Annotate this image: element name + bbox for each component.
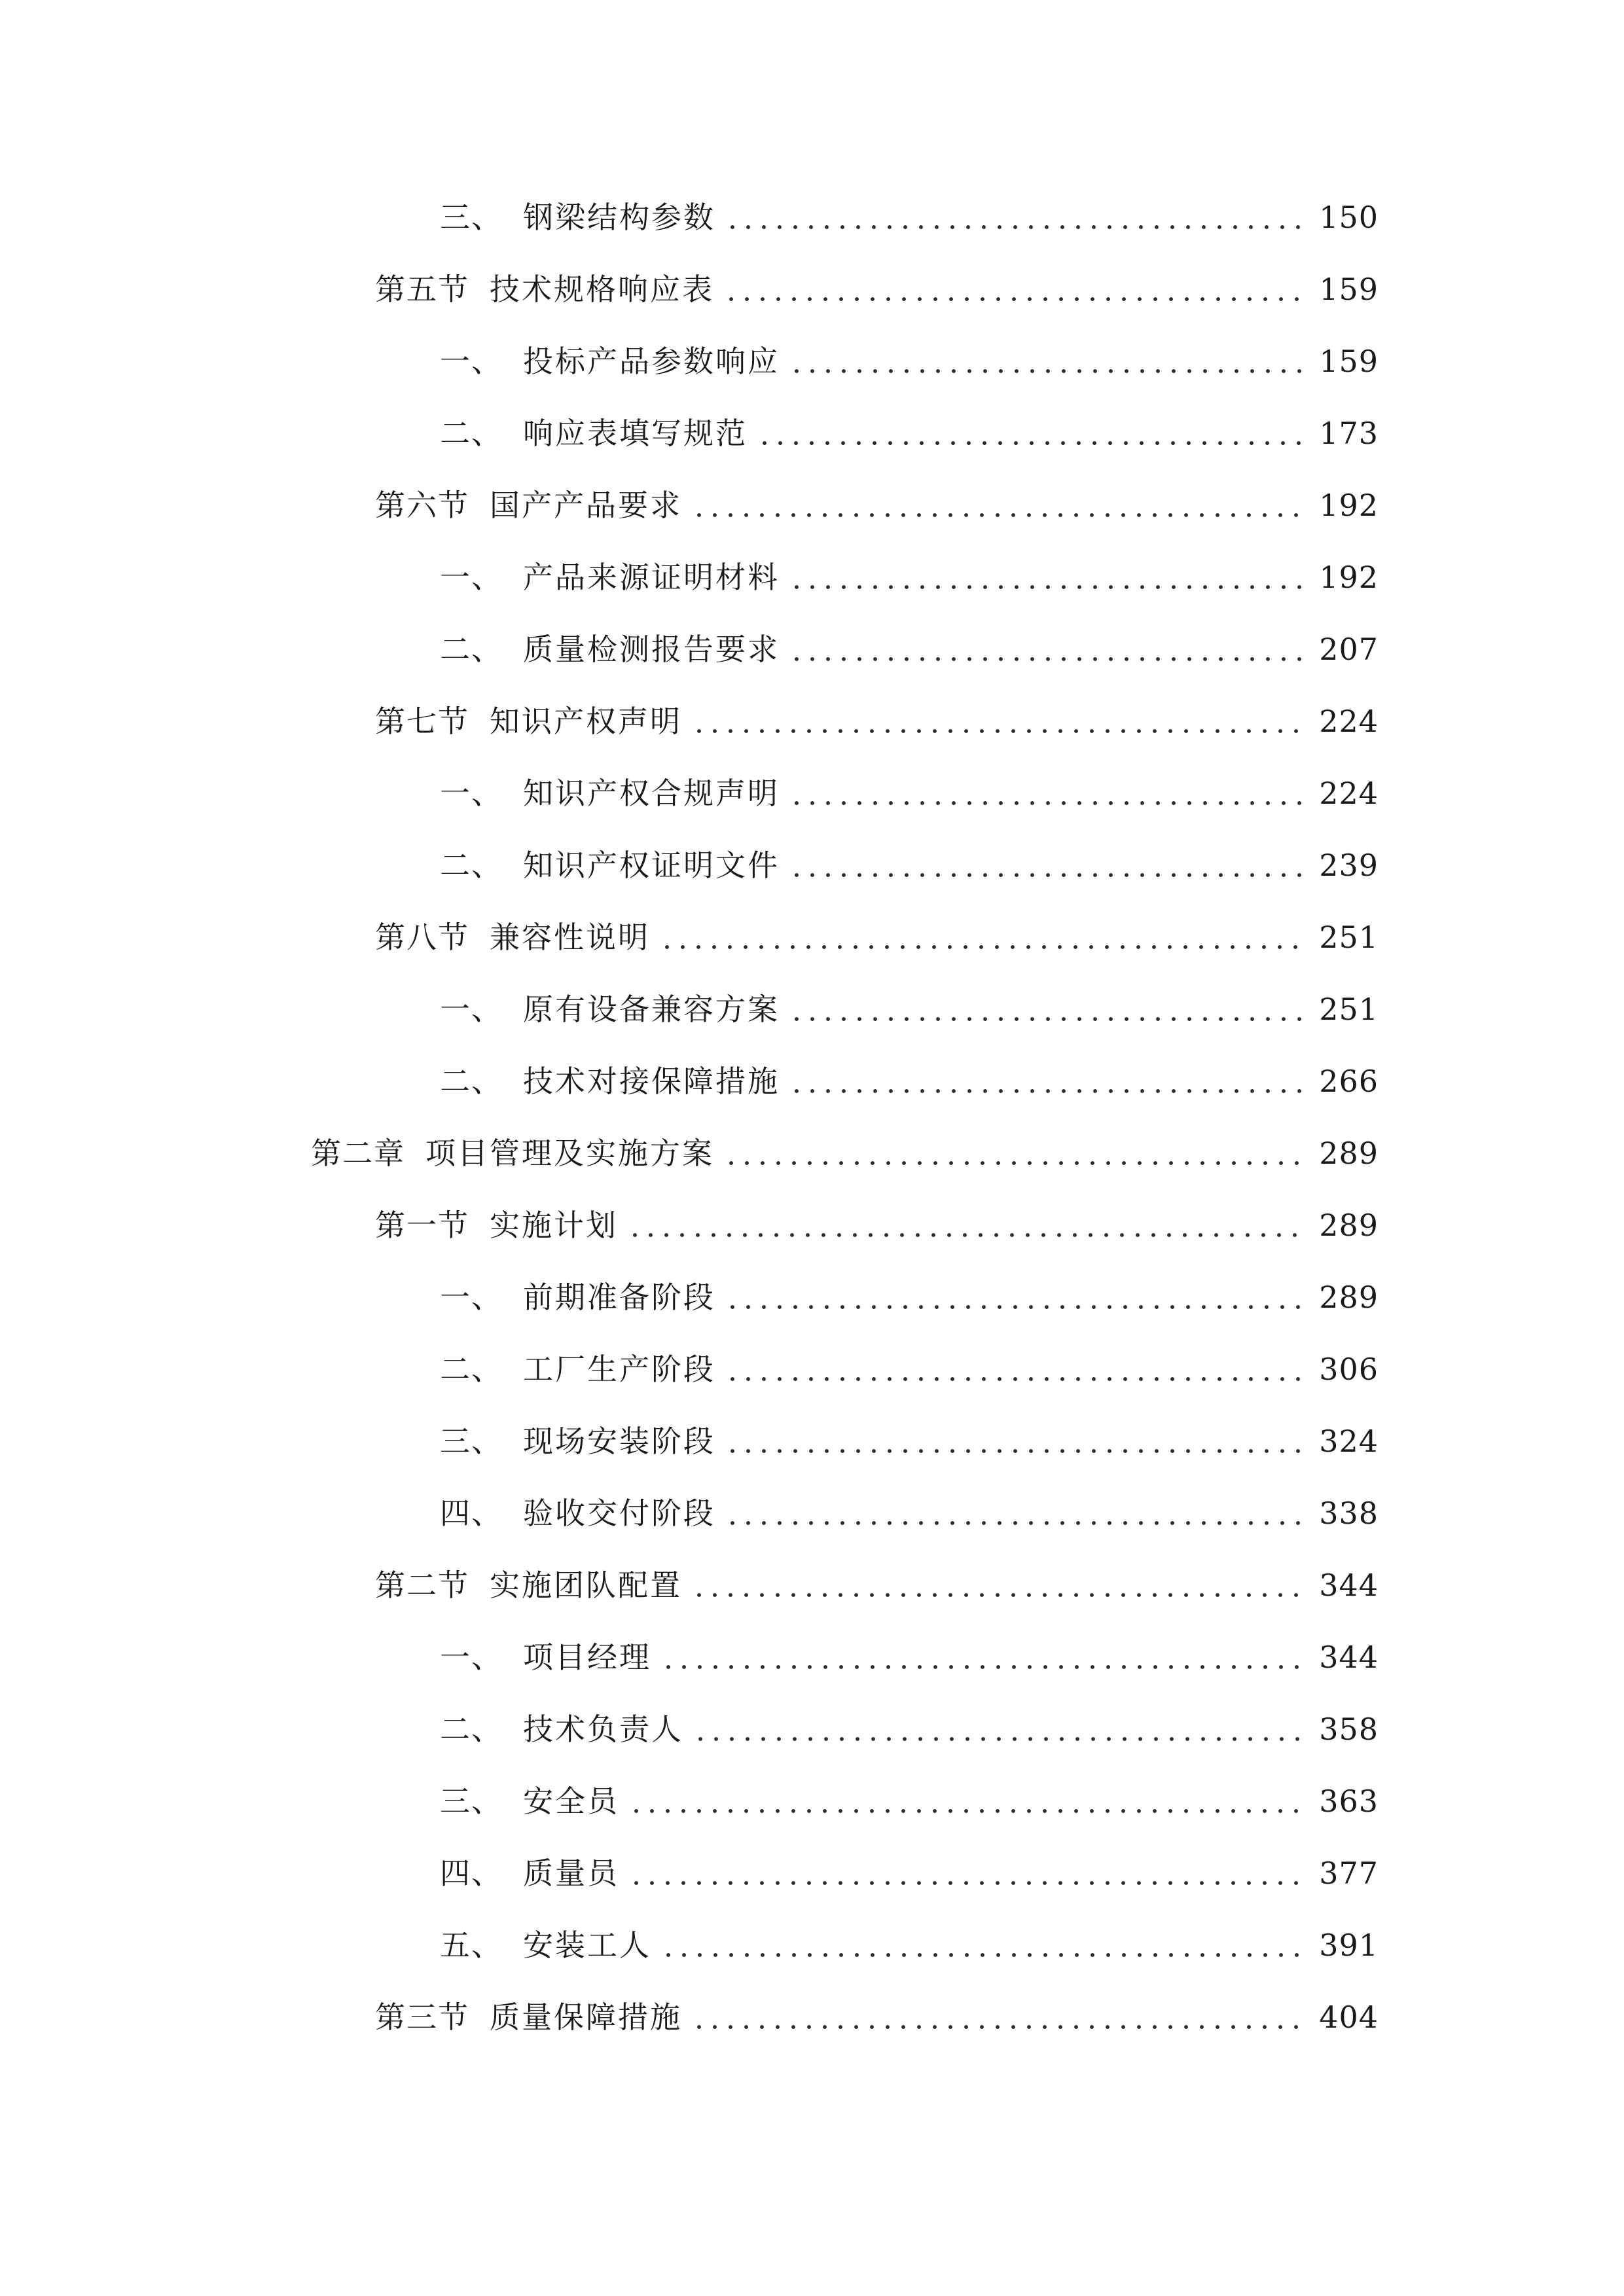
toc-entry-title: 实施团队配置 — [490, 1568, 682, 1603]
toc-entry-number: 二、 — [440, 416, 503, 451]
toc-entry[interactable] — [375, 1559, 1379, 1611]
toc-entry[interactable] — [440, 1055, 1379, 1107]
toc-entry[interactable] — [440, 191, 1379, 243]
toc-entry[interactable] — [311, 1127, 1379, 1179]
dot-leader — [789, 344, 1307, 374]
dot-leader — [757, 416, 1307, 446]
toc-entry[interactable] — [375, 263, 1379, 315]
dot-leader — [693, 1712, 1307, 1742]
toc-entry-number: 二、 — [440, 1064, 503, 1099]
toc-entry-title: 钢梁结构参数 — [523, 200, 715, 235]
toc-entry-page: 358 — [1319, 1712, 1379, 1747]
dot-leader — [659, 920, 1307, 950]
dot-leader — [725, 1424, 1307, 1454]
toc-entry-number: 第三节 — [375, 2000, 469, 2035]
toc-entry-title: 项目管理及实施方案 — [425, 1136, 714, 1171]
toc-entry-number: 二、 — [440, 632, 503, 667]
toc-entry[interactable] — [440, 1847, 1379, 1899]
toc-entry[interactable] — [375, 479, 1379, 531]
toc-entry-title: 现场安装阶段 — [523, 1424, 715, 1459]
toc-entry-page: 224 — [1319, 704, 1379, 739]
toc-entry-page: 404 — [1319, 2000, 1379, 2035]
toc-entry-title: 投标产品参数响应 — [523, 344, 780, 379]
toc-entry[interactable] — [440, 551, 1379, 603]
toc-entry-number: 一、 — [440, 1280, 503, 1315]
dot-leader — [725, 1280, 1307, 1310]
toc-entry[interactable] — [440, 767, 1379, 819]
toc-entry-number: 三、 — [440, 1784, 503, 1819]
dot-leader — [691, 2000, 1307, 2030]
toc-entry[interactable] — [440, 1343, 1379, 1395]
toc-entry[interactable] — [440, 1631, 1379, 1683]
toc-entry-page: 324 — [1319, 1424, 1379, 1459]
toc-entry-title: 工厂生产阶段 — [523, 1352, 715, 1387]
toc-entry-number: 第七节 — [375, 704, 469, 739]
toc-entry-title: 安全员 — [523, 1784, 619, 1819]
toc-entry-number: 二、 — [440, 1712, 503, 1747]
dot-leader — [789, 992, 1307, 1022]
dot-leader — [723, 1136, 1307, 1166]
toc-entry-page: 306 — [1319, 1352, 1379, 1387]
dot-leader — [691, 488, 1307, 518]
toc-entry-page: 159 — [1319, 272, 1379, 307]
toc-entry-title: 项目经理 — [523, 1640, 651, 1675]
toc-entry-page: 239 — [1319, 848, 1379, 883]
toc-entry-page: 344 — [1319, 1568, 1379, 1603]
toc-entry[interactable] — [375, 1991, 1379, 2043]
toc-entry-page: 377 — [1319, 1856, 1379, 1891]
toc-entry-title: 知识产权声明 — [490, 704, 682, 739]
toc-entry-page: 224 — [1319, 776, 1379, 811]
toc-entry-title: 知识产权证明文件 — [523, 848, 780, 883]
dot-leader — [628, 1784, 1307, 1814]
toc-entry-title: 国产产品要求 — [490, 488, 682, 523]
toc-entry[interactable] — [440, 1703, 1379, 1755]
toc-entry-title: 响应表填写规范 — [523, 416, 748, 451]
toc-entry-page: 159 — [1319, 344, 1379, 379]
toc-entry-page: 173 — [1319, 416, 1379, 451]
toc-entry-number: 第八节 — [375, 920, 469, 955]
toc-entry-page: 289 — [1319, 1280, 1379, 1315]
toc-entry-number: 一、 — [440, 1640, 503, 1675]
toc-entry-number: 第二节 — [375, 1568, 469, 1603]
toc-entry-page: 289 — [1319, 1208, 1379, 1243]
toc-entry-title: 质量检测报告要求 — [523, 632, 780, 667]
dot-leader — [789, 560, 1307, 590]
toc-entry[interactable] — [375, 911, 1379, 963]
dot-leader — [725, 1352, 1307, 1382]
toc-entry-number: 一、 — [440, 992, 503, 1027]
toc-entry[interactable] — [440, 1775, 1379, 1827]
toc-entry-title: 实施计划 — [490, 1208, 618, 1243]
dot-leader — [627, 1208, 1307, 1238]
toc-entry-page: 192 — [1319, 560, 1379, 595]
toc-entry[interactable] — [440, 407, 1379, 459]
toc-entry-title: 兼容性说明 — [490, 920, 650, 955]
toc-entry-page: 289 — [1319, 1136, 1379, 1171]
toc-entry[interactable] — [440, 623, 1379, 675]
toc-entry-number: 第二章 — [311, 1136, 405, 1171]
toc-entry[interactable] — [440, 1415, 1379, 1467]
dot-leader — [723, 272, 1307, 302]
toc-entry-title: 验收交付阶段 — [523, 1496, 715, 1531]
toc-entry-title: 产品来源证明材料 — [523, 560, 780, 595]
toc-entry-number: 第五节 — [375, 272, 469, 307]
toc-entry-number: 四、 — [440, 1496, 503, 1531]
toc-entry-number: 第一节 — [375, 1208, 469, 1243]
toc-entry-number: 三、 — [440, 200, 503, 235]
toc-entry-title: 技术规格响应表 — [490, 272, 714, 307]
toc-entry-title: 安装工人 — [523, 1928, 651, 1963]
toc-entry-title: 质量员 — [523, 1856, 619, 1891]
toc-entry[interactable] — [440, 1487, 1379, 1539]
dot-leader — [789, 632, 1307, 662]
toc-entry-title: 前期准备阶段 — [523, 1280, 715, 1315]
toc-entry-number: 二、 — [440, 1352, 503, 1387]
dot-leader — [691, 704, 1307, 734]
toc-entry-title: 技术对接保障措施 — [523, 1064, 780, 1099]
toc-entry-title: 技术负责人 — [523, 1712, 683, 1747]
dot-leader — [789, 776, 1307, 806]
toc-entry[interactable] — [375, 695, 1379, 747]
toc-entry-page: 338 — [1319, 1496, 1379, 1531]
toc-entry-page: 150 — [1319, 200, 1379, 235]
toc-entry-page: 391 — [1319, 1928, 1379, 1963]
toc-entry-page: 192 — [1319, 488, 1379, 523]
toc-entry-number: 一、 — [440, 344, 503, 379]
toc-entry-number: 一、 — [440, 560, 503, 595]
toc-entry[interactable] — [375, 1199, 1379, 1251]
dot-leader — [628, 1856, 1307, 1886]
toc-entry-page: 207 — [1319, 632, 1379, 667]
toc-entry-number: 一、 — [440, 776, 503, 811]
dot-leader — [660, 1928, 1307, 1958]
toc-entry[interactable] — [440, 335, 1379, 387]
toc-entry-number: 五、 — [440, 1928, 503, 1963]
toc-entry-page: 251 — [1319, 992, 1379, 1027]
toc-entry-page: 344 — [1319, 1640, 1379, 1675]
toc-entry-number: 四、 — [440, 1856, 503, 1891]
toc-entry-page: 251 — [1319, 920, 1379, 955]
toc-entry-title: 原有设备兼容方案 — [523, 992, 780, 1027]
toc-entry[interactable] — [440, 839, 1379, 891]
toc-entry-page: 266 — [1319, 1064, 1379, 1099]
dot-leader — [789, 848, 1307, 878]
dot-leader — [789, 1064, 1307, 1094]
dot-leader — [725, 200, 1307, 230]
dot-leader — [725, 1496, 1307, 1526]
dot-leader — [691, 1568, 1307, 1598]
toc-entry-title: 质量保障措施 — [490, 2000, 682, 2035]
toc-entry-page: 363 — [1319, 1784, 1379, 1819]
toc-entry-title: 知识产权合规声明 — [523, 776, 780, 811]
toc-entry-number: 二、 — [440, 848, 503, 883]
toc-entry[interactable] — [440, 1919, 1379, 1971]
dot-leader — [660, 1640, 1307, 1670]
toc-entry[interactable] — [440, 983, 1379, 1035]
toc-entry-number: 第六节 — [375, 488, 469, 523]
toc-entry-number: 三、 — [440, 1424, 503, 1459]
toc-entry[interactable] — [440, 1271, 1379, 1323]
